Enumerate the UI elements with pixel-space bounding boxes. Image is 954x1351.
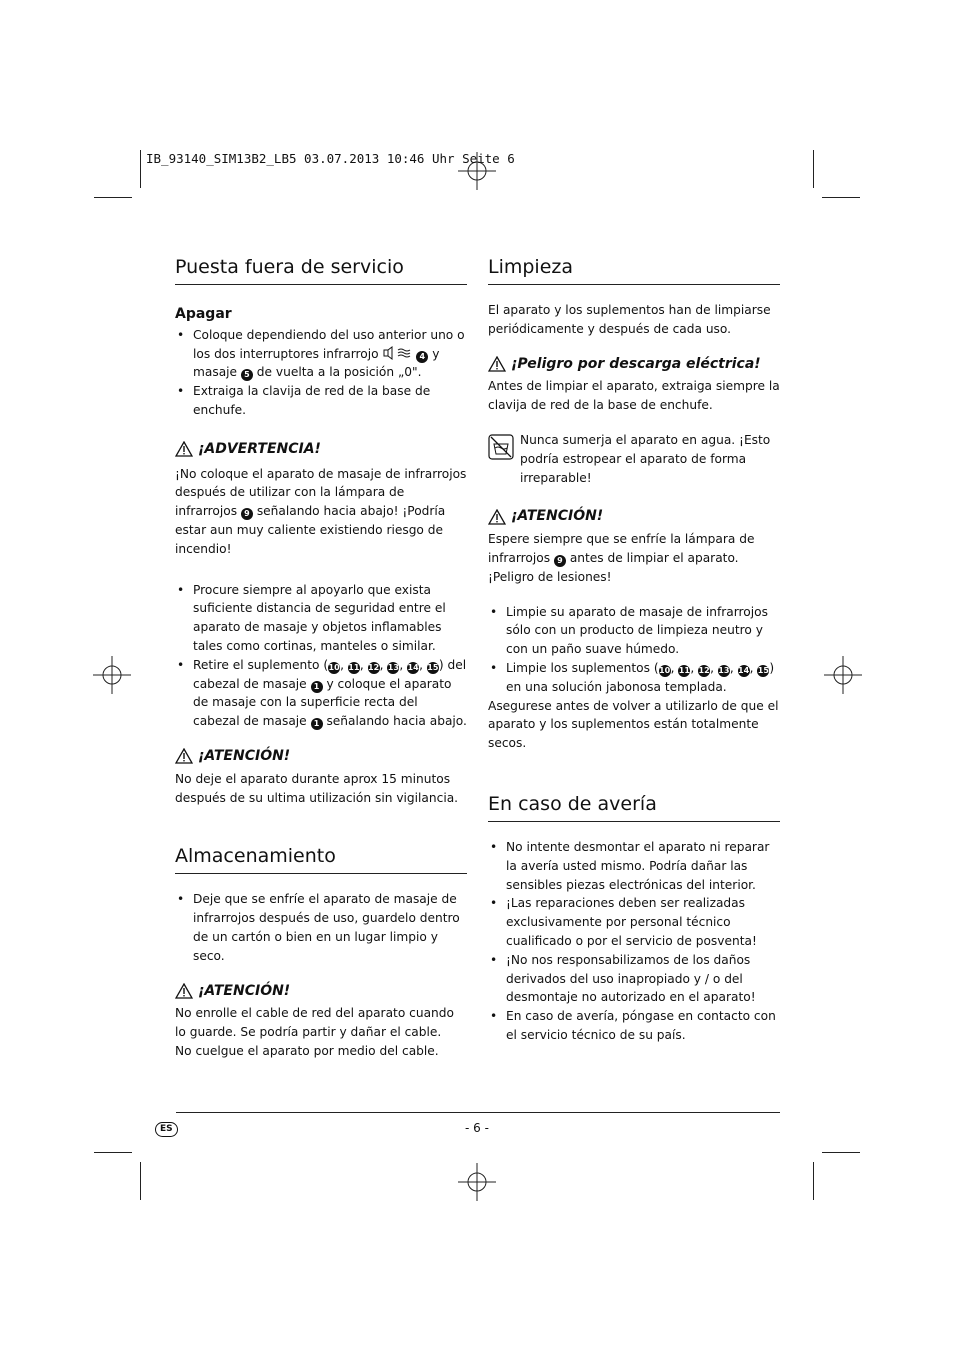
crop-mark (813, 150, 814, 188)
number-badge: 15 (427, 662, 439, 672)
list-item: • ¡No nos responsabilizamos de los daños derivados del uso inapropiado y / o del desmontaje no autorizado en el aparato! (488, 951, 780, 1007)
list-item: • ¡Las reparaciones deben ser realizadas exclusivamente por personal técnico cualificado o por el servicio de posventa! (488, 894, 780, 950)
warning-triangle-icon (175, 983, 193, 999)
number-badge: 9 (554, 555, 566, 567)
number-badge: 1 (311, 681, 323, 693)
section-title-almacenamiento: Almacenamiento (175, 843, 467, 874)
warning-triangle-icon (175, 748, 193, 764)
warning-heading: ¡ATENCIÓN! (175, 747, 467, 766)
crop-mark (94, 197, 132, 198)
warning-text: No enrolle el cable de red del aparato cuando lo guarde. Se podría partir y dañar el cable. (175, 1006, 454, 1040)
water-text: Nunca sumerja el aparato en agua. ¡Esto podría estropear el aparato de forma irreparable! (520, 432, 771, 485)
cleaning-list (488, 603, 780, 697)
number-badge: 14 (738, 665, 750, 675)
page-number: - 6 - (465, 1121, 489, 1135)
number-badge: 11 (678, 665, 690, 675)
crop-mark (140, 150, 141, 188)
crop-mark (140, 1162, 141, 1200)
number-badge: 5 (241, 369, 253, 381)
warning-text: Espere siempre que se enfríe la lámpara de infrarrojos 9 antes de limpiar el aparato. ¡Peligro de lesiones! (488, 532, 755, 584)
safety-list (175, 581, 467, 731)
crop-mark (813, 1162, 814, 1200)
list-item: • Limpie los suplementos (10, 11, 12, 13, 14, 15) en una solución jabonosa templada. (488, 659, 780, 697)
number-badge: 11 (348, 662, 360, 672)
warning-heading: ¡ADVERTENCIA! (175, 440, 467, 459)
list-item: • Retire el suplemento (10, 11, 12, 13, 14, 15) del cabezal de masaje 1 y coloque el aparato de masaje con la superficie recta del cabezal de masaje 1 señalando hacia abajo. (175, 656, 467, 731)
warning-text: No cuelgue el aparato por medio del cable. (175, 1043, 439, 1058)
warning-triangle-icon (488, 509, 506, 525)
number-badge: 13 (718, 665, 730, 675)
repair-list (488, 838, 780, 1045)
right-column (488, 254, 780, 1045)
warning-triangle-icon (488, 356, 506, 372)
water-notice (488, 431, 780, 487)
warning-triangle-icon (175, 441, 193, 457)
registration-mark-icon (93, 656, 131, 694)
list-item: • Deje que se enfríe el aparato de masaje de infrarrojos después de uso, guardelo dentro de un cartón o bien en un lugar limpio y seco. (175, 890, 467, 965)
language-badge: ES (155, 1122, 178, 1137)
list-item: • Limpie su aparato de masaje de infrarrojos sólo con un producto de limpieza neutro y con un paño suave húmedo. (488, 603, 780, 659)
warning-heading: ¡ATENCIÓN! (175, 982, 467, 1001)
paragraph: Asegurese antes de volver a utilizarlo de que el aparato y los suplementos están totalmente secos. (488, 698, 779, 751)
number-badge: 15 (757, 665, 769, 675)
number-badge: 4 (416, 351, 428, 363)
number-badge: 12 (698, 665, 710, 675)
section-title-puesta: Puesta fuera de servicio (175, 254, 467, 285)
list-item: • No intente desmontar el aparato ni reparar la avería usted mismo. Podría dañar las sensibles piezas electrónicas del interior. (488, 838, 780, 894)
section-title-limpieza: Limpieza (488, 254, 780, 285)
registration-mark-icon (824, 656, 862, 694)
warning-heading: ¡ATENCIÓN! (488, 507, 780, 526)
no-water-icon (488, 434, 514, 460)
infrared-switch-icon (382, 346, 412, 360)
storage-list (175, 890, 467, 965)
warning-heading: ¡Peligro por descarga eléctrica! (488, 355, 780, 374)
number-badge: 10 (328, 662, 340, 672)
number-badge: 9 (241, 508, 253, 520)
crop-mark (822, 1152, 860, 1153)
list-item: • Extraiga la clavija de red de la base de enchufe. (175, 382, 467, 420)
number-badge: 12 (368, 662, 380, 672)
left-column (175, 254, 467, 1061)
number-badge: 13 (387, 662, 399, 672)
number-badge: 10 (659, 665, 671, 675)
list-item: • Procure siempre al apoyarlo que exista suficiente distancia de seguridad entre el aparato de masaje y objetos inflamables tales como cortinas, manteles o similar. (175, 581, 467, 656)
warning-text: Antes de limpiar el aparato, extraiga siempre la clavija de red de la base de enchufe. (488, 379, 780, 413)
number-badge: 1 (311, 718, 323, 730)
list-item: • En caso de avería, póngase en contacto con el servicio técnico de su país. (488, 1007, 780, 1045)
list-item: • Coloque dependiendo del uso anterior uno o los dos interruptores infrarrojo 4 y masaje 5 de vuelta a la posición „0". (175, 326, 467, 382)
number-badge: 14 (407, 662, 419, 672)
print-slug: IB_93140_SIM13B2_LB5 03.07.2013 10:46 Uhr Seite 6 (146, 151, 515, 166)
warning-text: No deje el aparato durante aprox 15 minutos después de su ultima utilización sin vigilancia. (175, 771, 459, 805)
crop-mark (94, 1152, 132, 1153)
crop-mark (822, 197, 860, 198)
registration-mark-icon (458, 1163, 496, 1201)
apagar-list (175, 326, 467, 420)
footer-rule (176, 1112, 780, 1113)
subheading-apagar: Apagar (175, 306, 232, 322)
warning-text: ¡No coloque el aparato de masaje de infrarrojos después de utilizar con la lámpara de infrarrojos 9 señalando hacia abajo! ¡Podría estar aun muy caliente existiendo riesgo de incendio! (175, 466, 467, 556)
paragraph: El aparato y los suplementos han de limpiarse periódicamente y después de cada uso. (488, 303, 771, 336)
section-title-averia: En caso de avería (488, 791, 780, 822)
